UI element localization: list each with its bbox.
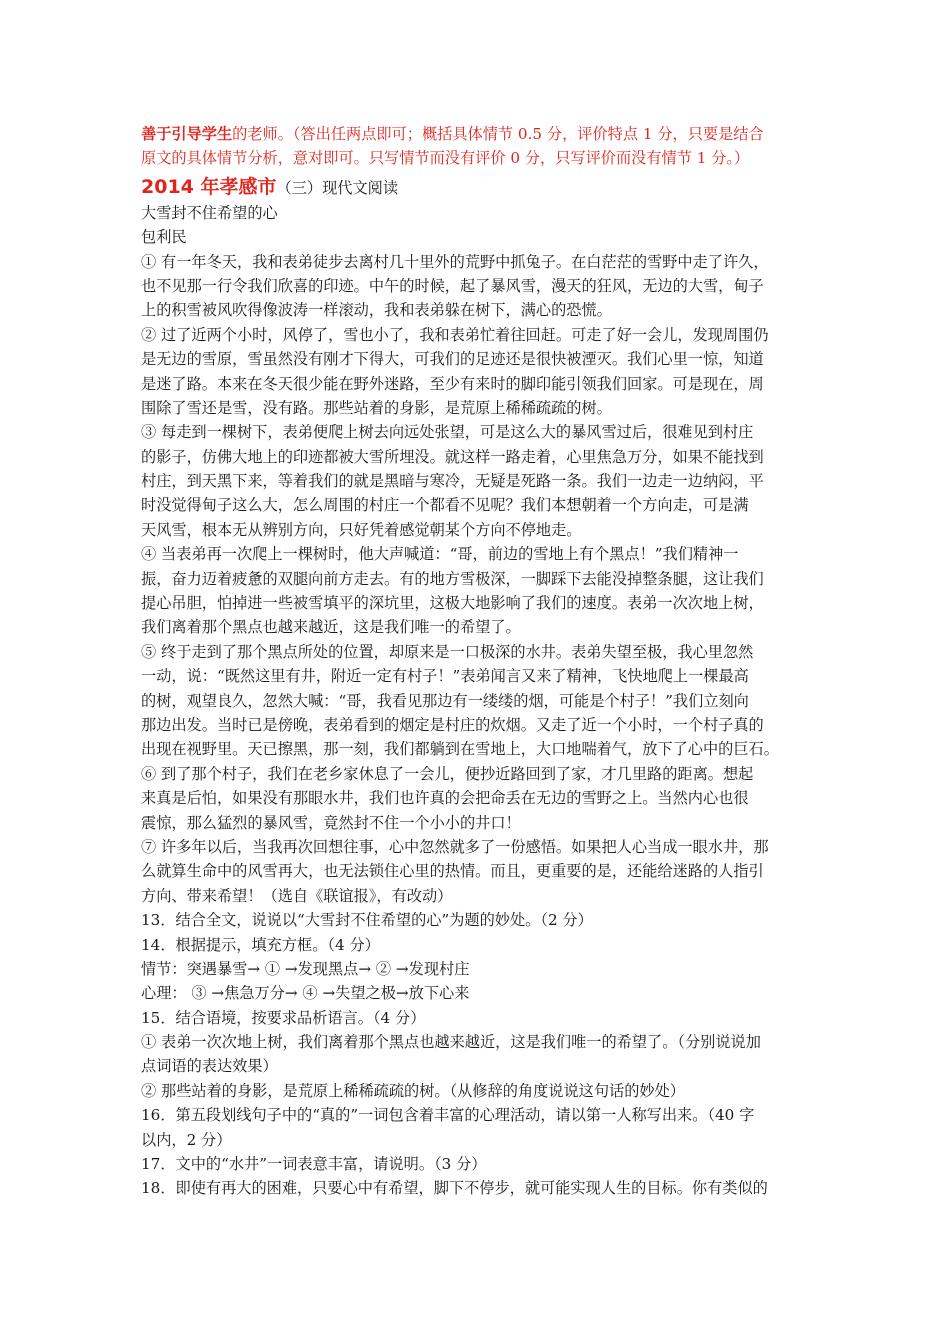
question-line: 15．结合语境，按要求品析语言。（4 分）: [141, 1008, 426, 1027]
question-line: 14．根据提示，填充方框。（4 分）: [141, 935, 380, 954]
article-line: 那边出发。当时已是傍晚，表弟看到的烟定是村庄的炊烟。又走了近一个小时，一个村子真的: [141, 715, 764, 734]
article-line: 我们离着那个黑点也越来越近，这是我们唯一的希望了。: [141, 618, 521, 637]
question-line: 13．结合全文，说说以“大雪封不住希望的心”为题的妙处。（2 分）: [141, 911, 593, 930]
answer-note-bold: 善于引导学生: [141, 125, 233, 143]
section-heading: [141, 173, 811, 201]
article-line: 出现在视野里。天已擦黑，那一刻，我们都躺到在雪地上，大口地喘着气，放下了心中的巨石。: [141, 740, 779, 759]
article-line: 也不见那一行令我们欣喜的印迹。中午的时候，起了暴风雪，漫天的狂风，无边的大雪，甸子: [141, 276, 764, 295]
article-line: 振，奋力迈着疲惫的双腿向前方走去。有的地方雪极深，一脚踩下去能没掉整条腿，这让我们: [141, 569, 764, 588]
article-line: 么就算生命中的风雪再大，也无法锁住心里的热情。而且，更重要的是，还能给迷路的人指引: [141, 862, 764, 881]
article-line: 上的积雪被风吹得像波涛一样滚动，我和表弟躲在树下，满心的恐慌。: [141, 301, 612, 320]
article-line: 的影子，仿佛大地上的印迹都被大雪所埋没。就这样一路走着，心里焦急万分，如果不能找到: [141, 447, 764, 466]
question-line: 心理： ③ →焦急万分→ ④ →失望之极→放下心来: [141, 984, 470, 1003]
article-line: 震惊，那么猛烈的暴风雪，竟然封不住一个小小的井口！: [141, 813, 521, 832]
document-page: [141, 122, 811, 1201]
article-line: 方向、带来希望！（选自《联谊报》，有改动）: [141, 886, 453, 905]
article-line: 时没觉得甸子这么大，怎么周围的村庄一个都看不见呢？我们本想朝着一个方向走，可是满: [141, 496, 749, 515]
article-line: 是无边的雪原，雪虽然没有刚才下得大，可我们的足迹还是很快被湮灭。我们心里一惊，知道: [141, 350, 764, 369]
questions-section: [141, 908, 811, 1201]
article-body: [141, 250, 811, 909]
article-line: ⑤ 终于走到了那个黑点所处的位置，却原来是一口极深的水井。表弟失望至极，我心里忽然: [141, 642, 754, 661]
article-line: 围除了雪还是雪，没有路。那些站着的身影，是荒原上稀稀疏疏的树。: [141, 398, 612, 417]
article-line: ③ 每走到一棵树下，表弟便爬上树去向远处张望，可是这么大的暴风雪过后，很难见到村庄: [141, 423, 754, 442]
article-title: 大雪封不住希望的心: [141, 203, 278, 222]
article-line: ⑦ 许多年以后，当我再次回想往事，心中忽然就多了一份感悟。如果把人心当成一眼水井，那: [141, 837, 769, 856]
question-line: ② 那些站着的身影，是荒原上稀稀疏疏的树。（从修辞的角度说说这句话的妙处）: [141, 1081, 685, 1100]
article-line: 的树，观望良久，忽然大喊：“哥，我看见那边有一缕缕的烟，可能是个村子！”我们立刻向: [141, 691, 749, 710]
question-line: 点词语的表达效果）: [141, 1057, 278, 1076]
question-line: ① 表弟一次次地上树，我们离着那个黑点也越来越近，这是我们唯一的希望了。（分别说说加: [141, 1033, 761, 1052]
article-line: 来真是后怕，如果没有那眼水井，我们也许真的会把命丢在无边的雪野之上。当然内心也很: [141, 789, 749, 808]
answer-note-line-2: 原文的具体情节分析，意对即可。只写情节而没有评价 0 分，只写评价而没有情节 1 分。）: [141, 149, 750, 168]
article-author: 包利民: [141, 228, 187, 247]
section-year-city: 2014 年孝感市: [141, 175, 277, 198]
article-line: ⑥ 到了那个村子，我们在老乡家休息了一会儿，便抄近路回到了家，才几里路的距离。想起: [141, 764, 754, 783]
question-line: 16．第五段划线句子中的“真的”一词包含着丰富的心理活动，请以第一人称写出来。（40 字: [141, 1106, 755, 1125]
article-line: 一动，说：“既然这里有井，附近一定有村子！”表弟闻言又来了精神，飞快地爬上一棵最高: [141, 667, 749, 686]
article-line: 是迷了路。本来在冬天很少能在野外迷路，至少有来时的脚印能引领我们回家。可是现在，周: [141, 374, 764, 393]
article-line: ① 有一年冬天，我和表弟徒步去离村几十里外的荒野中抓兔子。在白茫茫的雪野中走了许久，: [141, 252, 769, 271]
article-line: ② 过了近两个小时，风停了，雪也小了，我和表弟忙着往回赶。可走了好一会儿，发现周围仍: [141, 325, 769, 344]
article-line: 村庄，到天黑下来，等着我们的就是黑暗与寒冷，无疑是死路一条。我们一边走一边纳闷，平: [141, 472, 764, 491]
answer-note-line-1: [141, 122, 811, 146]
article-line: ④ 当表弟再一次爬上一棵树时，他大声喊道：“哥，前边的雪地上有个黑点！”我们精神一: [141, 545, 739, 564]
answer-note-line-1-rest: 的老师。（答出任两点即可；概括具体情节 0.5 分，评价特点 1 分，只要是结合: [232, 125, 764, 143]
article-line: 提心吊胆，怕掉进一些被雪填平的深坑里，这极大地影响了我们的速度。表弟一次次地上树，: [141, 594, 764, 613]
section-heading-text: （三）现代文阅读: [276, 178, 398, 197]
article-line: 天风雪，根本无从辨别方向，只好凭着感觉朝某个方向不停地走。: [141, 520, 582, 539]
question-line: 情节：突遇暴雪→ ① →发现黑点→ ② →发现村庄: [141, 959, 470, 978]
question-line: 以内，2 分）: [141, 1130, 232, 1149]
question-line: 18．即使有再大的困难，只要心中有希望，脚下不停步，就可能实现人生的目标。你有类似的: [141, 1179, 768, 1198]
question-line: 17．文中的“水井”一词表意丰富，请说明。（3 分）: [141, 1155, 487, 1174]
